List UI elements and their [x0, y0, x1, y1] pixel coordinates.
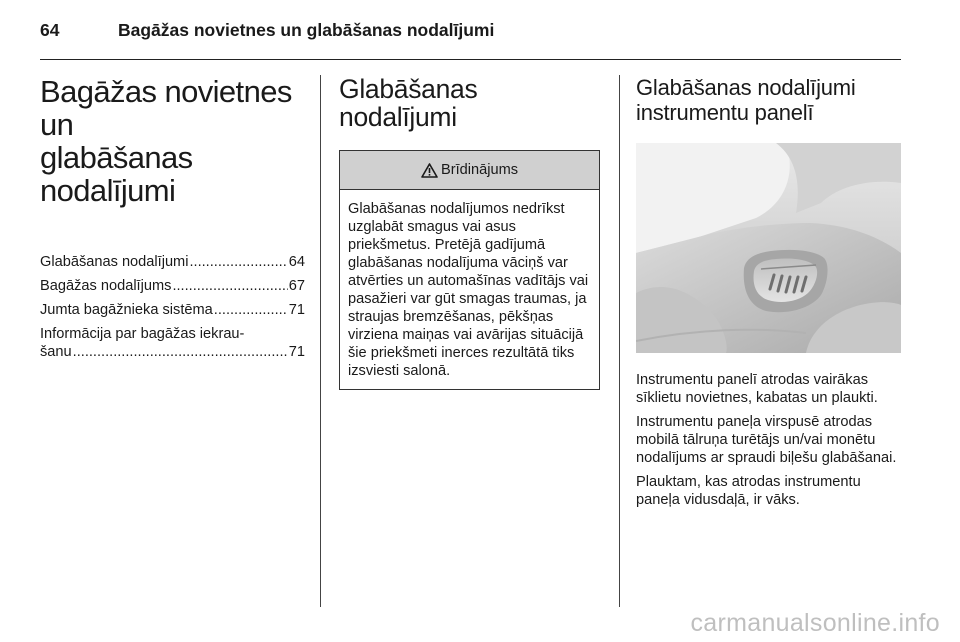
running-title: Bagāžas novietnes un glabāšanas nodalījumi — [118, 20, 495, 40]
toc-entry[interactable] — [40, 253, 305, 271]
table-of-contents — [40, 253, 305, 361]
page-number: 64 — [40, 20, 60, 40]
section-title-line: instrumentu panelī — [636, 100, 814, 125]
column-divider — [320, 75, 321, 607]
section-title — [636, 75, 901, 125]
watermark: carmanualsonline.info — [690, 609, 940, 637]
toc-leader — [214, 301, 288, 319]
middle-column — [339, 75, 601, 390]
toc-page-number: 64 — [288, 254, 305, 270]
chapter-title-line: Bagāžas novietnes un — [40, 74, 292, 142]
section-title: Glabāšanas nodalījumi — [339, 74, 478, 132]
warning-box — [339, 150, 600, 390]
toc-entry-text: Bagāžas nodalījums — [40, 278, 172, 294]
warning-header — [340, 151, 599, 190]
toc-entry[interactable] — [40, 325, 305, 361]
chapter-title — [40, 75, 305, 207]
toc-leader — [73, 343, 288, 361]
toc-entry[interactable] — [40, 277, 305, 295]
body-paragraph: Plauktam, kas atrodas instrumentu paneļa vidusdaļā, ir vāks. — [636, 474, 861, 508]
toc-page-number: 67 — [288, 278, 305, 294]
toc-leader — [189, 253, 287, 271]
toc-entry-text: Glabāšanas nodalījumi — [40, 254, 189, 270]
right-column — [636, 75, 901, 515]
toc-entry-text: Jumta bagāžnieka sistēma — [40, 302, 213, 318]
dashboard-storage-photo — [636, 143, 901, 353]
chapter-column — [40, 75, 305, 361]
column-divider — [619, 75, 620, 607]
body-paragraph: Instrumentu panelī atrodas vairākas sīklietu novietnes, kabatas un plaukti. — [636, 372, 878, 406]
toc-entry-text: šanu — [40, 344, 72, 360]
chapter-title-line: glabāšanas nodalījumi — [40, 140, 193, 208]
header-rule — [40, 59, 901, 60]
warning-title: Brīdinājums — [440, 162, 519, 178]
warning-text: Glabāšanas nodalījumos nedrīkst uzglabāt smagus vai asus priekšmetus. Pretējā gadījumā glabāšanas nodalījuma vāciņš var atvērties un automašīnas vadītājs vai pasažieri var gūt smagas traumas, ja straujas bremzēšanas, pēkšņas virziena maiņas vai avārijas situācijā šie priekšmeti inerces rezultātā tiks izsviesti salonā. — [348, 201, 589, 379]
toc-entry-text: Informācija par bagāžas iekrau- — [40, 326, 245, 342]
section-title-line: Glabāšanas nodalījumi — [636, 75, 856, 100]
toc-page-number: 71 — [288, 302, 305, 318]
warning-triangle-icon — [421, 163, 438, 178]
toc-entry[interactable] — [40, 301, 305, 319]
page-header — [40, 20, 900, 60]
toc-page-number: 71 — [288, 344, 305, 360]
toc-leader — [172, 277, 287, 295]
body-paragraph: Instrumentu paneļa virspusē atrodas mobilā tālruņa turētājs un/vai monētu nodalījums ar spraudi biļešu glabāšanai. — [636, 414, 897, 466]
